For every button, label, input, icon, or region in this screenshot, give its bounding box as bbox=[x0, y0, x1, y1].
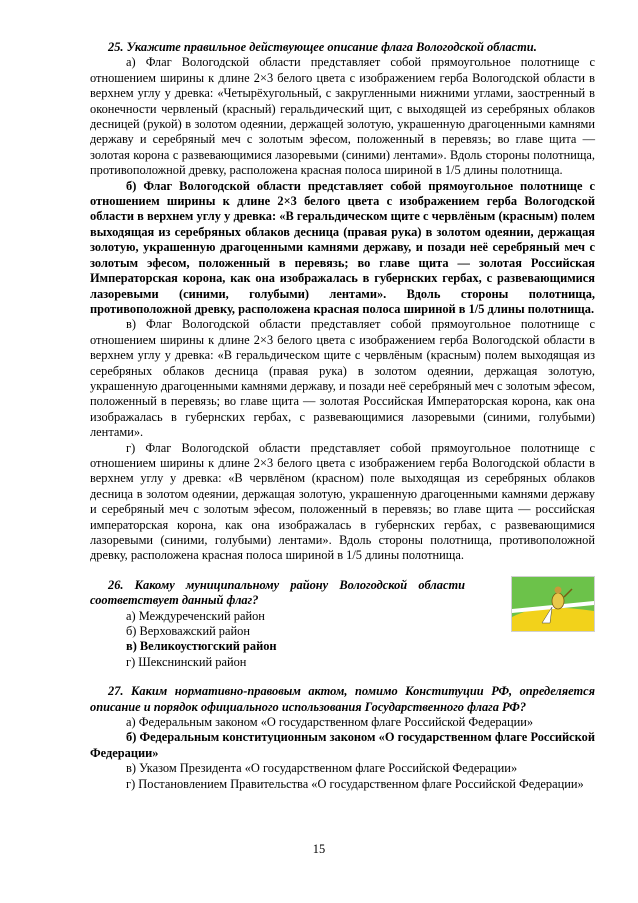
answer-25-a: а) Флаг Вологодской области представляет собой прямоугольное полотнище с отношением ширины к длине 2×3 белого цвета с изображением герба Вологодской области в верхнем углу у древка: «Четырёхугольный, с закругленными нижними углами, заостренный в оконечности червленый (красный) геральдический щит, с выходящей из серебряных облаков десницей (рукой) в золотом одеянии, держащей золотую, украшенную драгоценными камнями державу и серебряный меч с золотым эфесом, положенный в перевязь; во главе щита — золотая корона с развевающимися лазоревыми (синими) лентами». Вдоль стороны полотнища, противоположной древку, расположена красная полоса шириной в 1/5 длины полотнища. bbox=[90, 55, 595, 178]
answer-27-b: б) Федеральным конституционным законом «О государственном флаге Российской Федерации» bbox=[90, 730, 595, 760]
document-page bbox=[90, 40, 595, 792]
question-25: 25. Укажите правильное действующее описание флага Вологодской области. bbox=[108, 40, 537, 54]
flag-emblem-icon bbox=[512, 577, 594, 631]
answer-27-c: в) Указом Президента «О государственном флаге Российской Федерации» bbox=[126, 761, 518, 776]
answer-25-c: в) Флаг Вологодской области представляет собой прямоугольное полотнище с отношением ширины к длине 2×3 белого цвета с изображением герба Вологодской области в верхнем углу у древка: «В геральдическом щите с червлёным (красным) полем выходящая из серебряных облаков десница (правая рука) в золотом одеянии, держащая золотую, украшенную драгоценными камнями державу, и позади неё серебряный меч с золотым эфесом, положенный в перевязь; во главе щита — золотая Российская Императорская корона, как она изображалась в губернских гербах, с развевающимися лазоревыми (синими, голубыми) лентами». bbox=[90, 317, 595, 440]
answer-26-a: а) Междуреченский район bbox=[126, 608, 265, 623]
answer-26-d: г) Шекснинский район bbox=[126, 654, 247, 669]
answer-27-a: а) Федеральным законом «О государственном флаге Российской Федерации» bbox=[126, 715, 534, 730]
answer-26-c: в) Великоустюгский район bbox=[126, 639, 277, 654]
answer-25-b: б) Флаг Вологодской области представляет собой прямоугольное полотнище с отношением ширины к длине 2×3 белого цвета с изображением герба Вологодской области в верхнем углу у древка: «В геральдическом щите с червлёным (красным) полем выходящая из серебряных облаков десница (правая рука) в золотом одеянии, держащая золотую, украшенную драгоценными камнями державу, и позади неё серебряный меч с золотым эфесом, положенный в перевязь; во главе щита — золотая Российская Императорская корона, как она изображалась в губернских гербах, с развевающимися лазоревыми (синими, голубыми) лентами». Вдоль стороны полотнища, противоположной древку, расположена красная полоса шириной в 1/5 длины полотнища. bbox=[90, 178, 595, 316]
question-26-block bbox=[90, 578, 595, 670]
question-27: 27. Каким нормативно-правовым актом, помимо Конституции РФ, определяется описание и порядок официального использования Государственного флага РФ? bbox=[90, 684, 595, 714]
page-number: 15 bbox=[312, 842, 326, 856]
answer-27-d: г) Постановлением Правительства «О государственном флаге Российской Федерации» bbox=[126, 776, 584, 791]
question-26: 26. Какому муниципальному району Вологодской области соответствует данный флаг? bbox=[90, 577, 465, 608]
district-flag-image bbox=[511, 576, 595, 632]
answer-25-d: г) Флаг Вологодской области представляет собой прямоугольное полотнище с отношением ширины к длине 2×3 белого цвета с изображением герба Вологодской области в верхнем углу у древка: «В червлёном (красном) поле выходящая из серебряных облаков десница в золотом одеянии, держащая золотую, украшенную драгоценными камнями державу и серебряный меч с золотым эфесом, положенный в перевязь; во главе щита — российская императорская корона, как она изображалась в губернских гербах, с развевающимися лазоревыми (синими, голубыми) лентами». Вдоль стороны полотнища, противоположной древку, расположена красная полоса шириной в 1/5 длины полотнища. bbox=[90, 440, 595, 563]
answer-26-b: б) Верховажский район bbox=[126, 624, 250, 639]
